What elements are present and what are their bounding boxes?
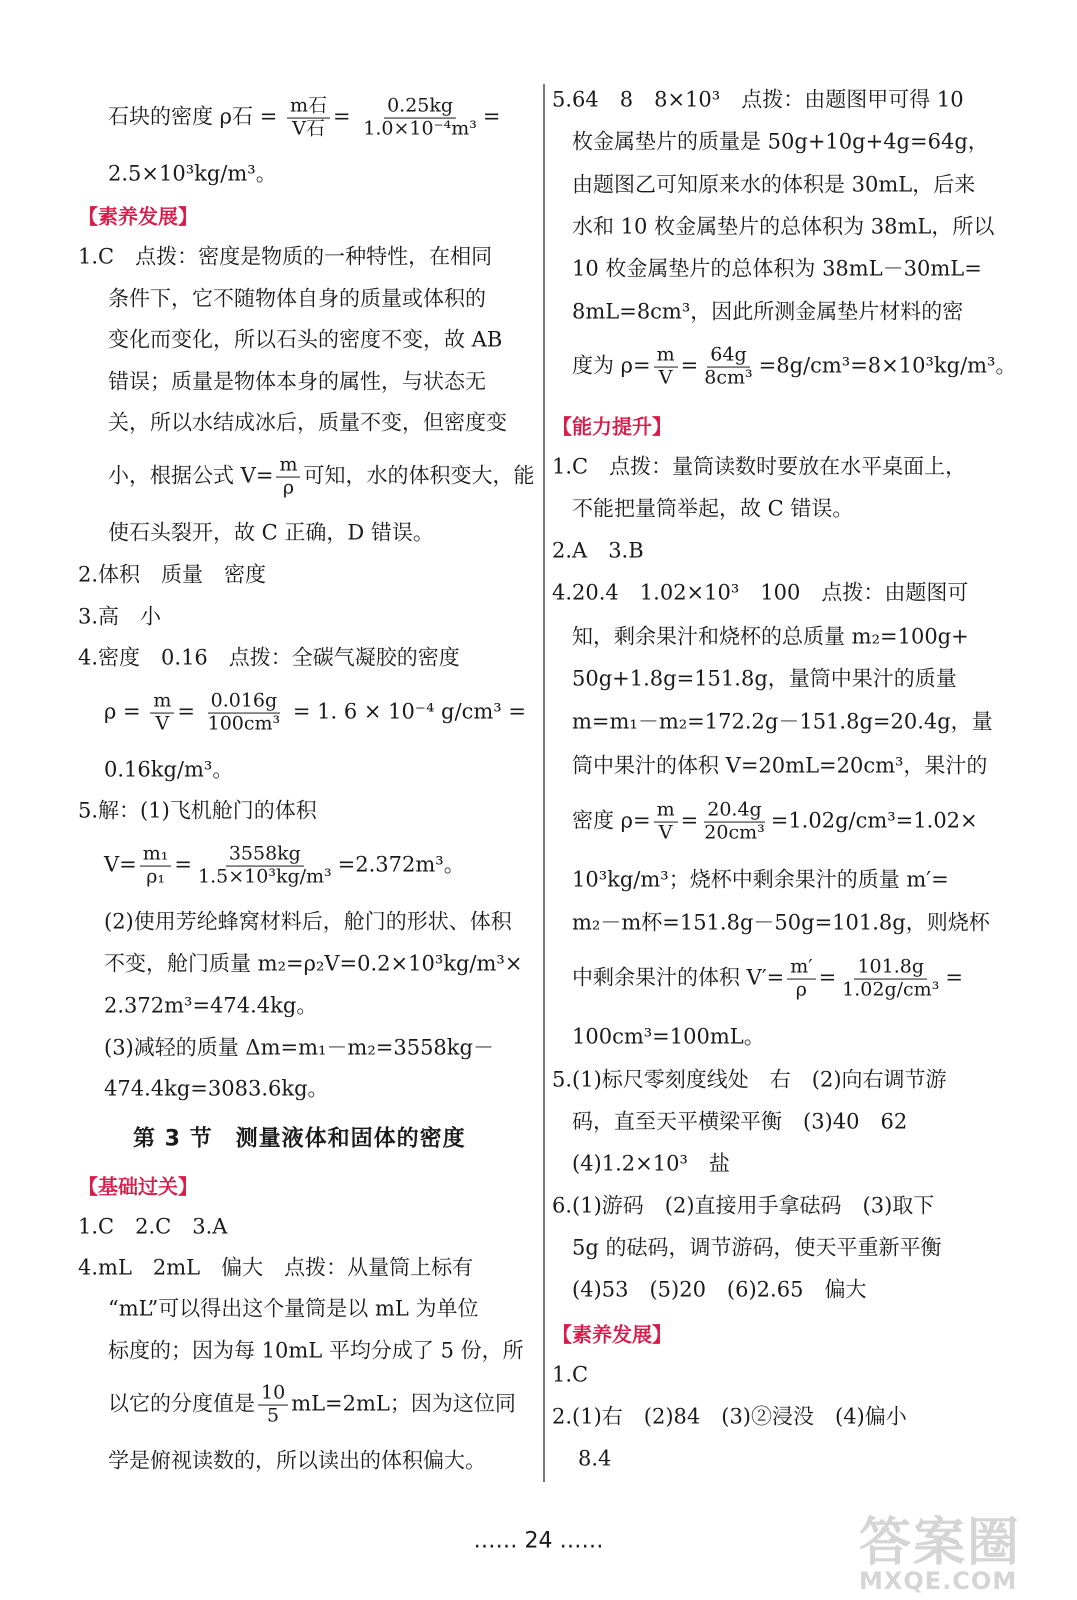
answer-line: 6.(1)游码 (2)直接用手拿砝码 (3)取下 bbox=[552, 1193, 935, 1218]
answer-line: 2.A 3.B bbox=[552, 538, 644, 563]
fraction: $\frac{m}{V}$ bbox=[654, 346, 678, 389]
fraction: $\frac{64g}{\text{8cm³}}$ bbox=[704, 343, 753, 389]
column-divider bbox=[543, 84, 545, 1482]
answer-line: 3.高 小 bbox=[78, 604, 162, 629]
answer-line: 2.体积 质量 密度 bbox=[78, 562, 267, 587]
text-line: 5g 的砝码，调节游码，使天平重新平衡 bbox=[572, 1235, 942, 1260]
fraction: $\frac{m'}{\rho}$ bbox=[787, 958, 815, 1001]
text-line: 由题图乙可知原来水的体积是 30mL，后来 bbox=[572, 172, 976, 197]
text-line: 使石头裂开，故 C 正确，D 错误。 bbox=[108, 520, 434, 545]
answer-line: 1.C 2.C 3.A bbox=[78, 1214, 228, 1239]
text-line: 2.5×10³kg/m³。 bbox=[108, 161, 277, 186]
text-line: 枚金属垫片的质量是 50g+10g+4g=64g， bbox=[572, 129, 989, 154]
formula-line: 中剩余果汁的体积 V′= $\frac{m'}{\rho}$ = $\frac{101.8g}{\text{1.02g/cm³}}$ = bbox=[572, 955, 963, 1001]
answer-line: 5.64 8 8×10³ 点拨：由题图甲可得 10 bbox=[552, 87, 964, 112]
fraction: $\frac{0.016g}{\text{100cm³}}$ bbox=[207, 689, 281, 735]
text-line: 学是俯视读数的，所以读出的体积偏大。 bbox=[108, 1448, 486, 1473]
answer-line: 2.(1)右 (2)84 (3)②浸没 (4)偏小 bbox=[552, 1404, 907, 1429]
fraction: $\frac{\text{m₁}}{\text{ρ₁}}$ bbox=[140, 845, 172, 888]
answer-line: 4.mL 2mL 偏大 点拨：从量筒上标有 bbox=[78, 1255, 474, 1280]
page-number: …… 24 …… bbox=[473, 1528, 604, 1554]
fraction: $\frac{m}{\rho}$ bbox=[276, 456, 300, 499]
fraction: $\frac{m}{V}$ bbox=[150, 692, 174, 735]
answer-line: 4.20.4 1.02×10³ 100 点拨：由题图可 bbox=[552, 580, 969, 605]
fraction: $\frac{m}{V}$ bbox=[654, 801, 678, 844]
answer-line: 5.解：(1)飞机舱门的体积 bbox=[78, 798, 317, 823]
text-line: 知，剩余果汁和烧杯的总质量 m₂=100g+ bbox=[572, 624, 969, 649]
section-tag: 【基础过关】 bbox=[78, 1174, 198, 1199]
text-line: 474.4kg=3083.6kg。 bbox=[104, 1076, 329, 1101]
text-line: 水和 10 枚金属垫片的总体积为 38mL，所以 bbox=[572, 214, 995, 239]
text-line: 码，直至天平横梁平衡 (3)40 62 bbox=[572, 1109, 908, 1134]
watermark-logo: 答案圈 MXQE.COM bbox=[859, 1513, 1022, 1595]
text-line: 10 枚金属垫片的总体积为 38mL－30mL= bbox=[572, 256, 982, 281]
text-line: m₂－m杯=151.8g－50g=101.8g，则烧杯 bbox=[572, 910, 990, 935]
text-line: 不变，舱门质量 m₂=ρ₂V=0.2×10³kg/m³× bbox=[104, 951, 523, 976]
text-line: 50g+1.8g=151.8g，量筒中果汁的质量 bbox=[572, 666, 957, 691]
fraction: $\frac{10}{5}$ bbox=[258, 1384, 288, 1427]
section-title: 第 3 节 测量液体和固体的密度 bbox=[133, 1126, 466, 1152]
text-line: 8.4 bbox=[578, 1446, 612, 1471]
answer-line: 4.密度 0.16 点拨：全碳气凝胶的密度 bbox=[78, 645, 460, 670]
text-line: 条件下，它不随物体自身的质量或体积的 bbox=[108, 286, 486, 311]
formula-line: 度为 ρ= $\frac{m}{V}$ = $\frac{64g}{\text{8cm³}}$ =8g/cm³=8×10³kg/m³。 bbox=[572, 343, 1017, 389]
formula-line: ρ = $\frac{m}{V}$ = $\frac{0.016g}{\text{100cm³}}$ = 1. 6 × 10⁻⁴ g/cm³ = bbox=[104, 689, 526, 735]
text-line: 100cm³=100mL。 bbox=[572, 1024, 765, 1049]
section-tag: 【素养发展】 bbox=[78, 204, 198, 229]
fraction: $\frac{20.4g}{\text{20cm³}}$ bbox=[704, 798, 765, 844]
text-line: (4)53 (5)20 (6)2.65 偏大 bbox=[572, 1277, 867, 1302]
answer-line: 1.C bbox=[552, 1362, 589, 1387]
formula-line: 小，根据公式 V= $\frac{m}{\rho}$ 可知，水的体积变大，能 bbox=[108, 453, 535, 499]
text-line: 筒中果汁的体积 V=20mL=20cm³，果汁的 bbox=[572, 753, 988, 778]
fraction: $\frac{\text{m石}}{\text{V石}}$ bbox=[287, 97, 330, 140]
answer-line: 5.(1)标尺零刻度线处 右 (2)向右调节游 bbox=[552, 1067, 947, 1092]
fraction: $\frac{101.8g}{\text{1.02g/cm³}}$ bbox=[842, 955, 940, 1001]
text-line: (4)1.2×10³ 盐 bbox=[572, 1151, 730, 1176]
text-line: 错误；质量是物体本身的属性，与状态无 bbox=[108, 369, 486, 394]
text-line: 8mL=8cm³，因此所测金属垫片材料的密 bbox=[572, 299, 964, 324]
text-line: 关，所以水结成冰后，质量不变，但密度变 bbox=[108, 410, 507, 435]
fraction: $\frac{0.25kg}{\text{1.0×10⁻⁴m³}}$ bbox=[363, 94, 477, 140]
formula-line: V= $\frac{\text{m₁}}{\text{ρ₁}}$ = $\frac{3558kg}{\text{1.5×10³kg/m³}}$ =2.372m³。 bbox=[104, 842, 465, 888]
text-line: m=m₁－m₂=172.2g－151.8g=20.4g，量 bbox=[572, 709, 993, 734]
text-line: 0.16kg/m³。 bbox=[104, 757, 234, 782]
text-line: 标度的；因为每 10mL 平均分成了 5 份，所 bbox=[108, 1338, 524, 1363]
section-tag: 【素养发展】 bbox=[552, 1322, 672, 1347]
stone-density-line: 石块的密度 ρ石 = $\frac{\text{m石}}{\text{V石}}$ = $\frac{0.25kg}{\text{1.0×10⁻⁴m³}}$ = bbox=[108, 94, 501, 140]
text-line: 变化而变化，所以石头的密度不变，故 AB bbox=[108, 327, 503, 352]
text-line: 2.372m³=474.4kg。 bbox=[104, 993, 318, 1018]
text-line: “mL”可以得出这个量筒是以 mL 为单位 bbox=[108, 1296, 479, 1321]
text-line: 10³kg/m³；烧杯中剩余果汁的质量 m′= bbox=[572, 867, 949, 892]
formula-line: 密度 ρ= $\frac{m}{V}$ = $\frac{20.4g}{\text{20cm³}}$ =1.02g/cm³=1.02× bbox=[572, 798, 978, 844]
section-tag: 【能力提升】 bbox=[552, 414, 672, 439]
text-line: 不能把量筒举起，故 C 错误。 bbox=[572, 496, 854, 521]
answer-line: 1.C 点拨：密度是物质的一种特性，在相同 bbox=[78, 244, 493, 269]
text-line: (2)使用芳纶蜂窝材料后，舱门的形状、体积 bbox=[104, 909, 512, 934]
formula-line: 以它的分度值是 $\frac{10}{5}$ mL=2mL；因为这位同 bbox=[108, 1381, 516, 1427]
text-line: (3)减轻的质量 Δm=m₁－m₂=3558kg－ bbox=[104, 1035, 494, 1060]
fraction: $\frac{3558kg}{\text{1.5×10³kg/m³}}$ bbox=[198, 842, 332, 888]
answer-line: 1.C 点拨：量筒读数时要放在水平桌面上， bbox=[552, 454, 967, 479]
